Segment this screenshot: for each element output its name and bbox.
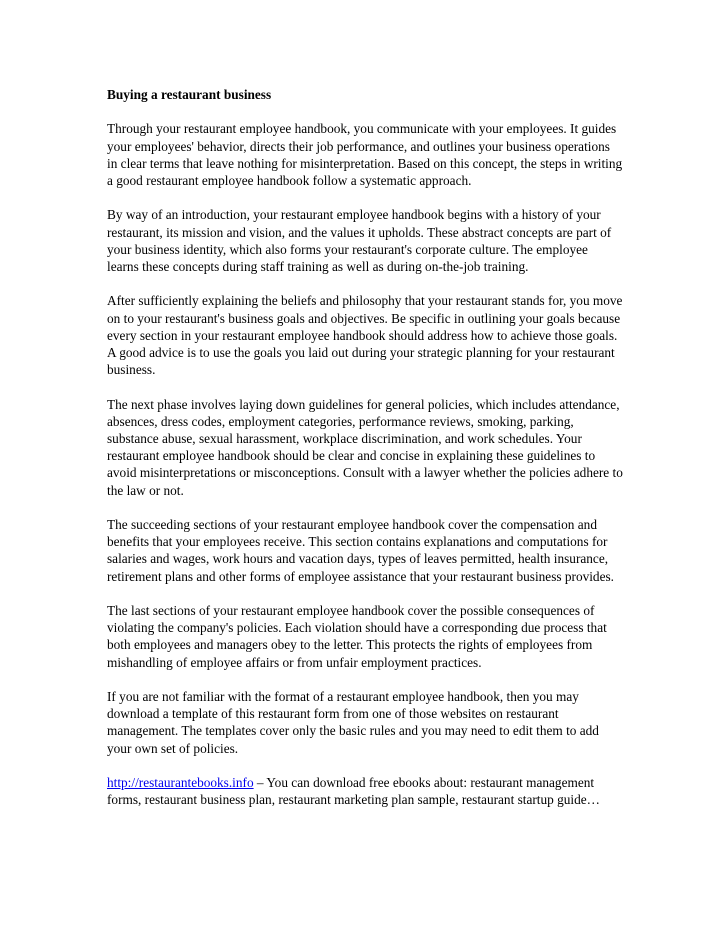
paragraph-compensation: The succeeding sections of your restaurant employee handbook cover the compensation and benefits that your employees receive. This section contains explanations and computations for salaries and wages, work hours and vacation days, types of leaves permitted, health insurance, retirement plans and other forms of employee assistance that your restaurant business provides. [107,517,614,584]
paragraph-templates: If you are not familiar with the format of a restaurant employee handbook, then you may download a template of this restaurant form from one of those websites on restaurant management. The templates cover only the basic rules and you may need to edit them to add your own set of policies. [107,689,599,756]
document-page [107,86,623,826]
paragraph-handbook-intro: Through your restaurant employee handbook, you communicate with your employees. It guides your employees' behavior, directs their job performance, and outlines your business operations in clear terms that leave nothing for misinterpretation. Based on this concept, the steps in writing a good restaurant employee handbook follow a systematic approach. [107,121,623,188]
footer-paragraph [107,774,623,808]
footer-text: – You can download free ebooks about: restaurant management forms, restaurant business plan, restaurant marketing plan sample, restaurant startup guide… [107,775,600,808]
paragraph-policies: The next phase involves laying down guidelines for general policies, which includes attendance, absences, dress codes, employment categories, performance reviews, smoking, parking, substance abuse, sexual harassment, workplace discrimination, and work schedules. Your restaurant employee handbook should be clear and concise in explaining these guidelines to avoid misinterpretations or misconceptions. Consult with a lawyer whether the policies adhere to the law or not. [107,396,623,498]
paragraph-consequences: The last sections of your restaurant employee handbook cover the possible consequences of violating the company's policies. Each violation should have a corresponding due process that both employees and managers obey to the letter. This protects the rights of employees from mishandling of employee affairs or from unfair employment practices. [107,603,607,670]
paragraph-goals: After sufficiently explaining the beliefs and philosophy that your restaurant stands for, you move on to your restaurant's business goals and objectives. Be specific in outlining your goals because every section in your restaurant employee handbook should address how to achieve those goals. A good advice is to use the goals you laid out during your strategic planning for your restaurant business. [107,293,623,378]
document-title: Buying a restaurant business [107,87,272,102]
ebooks-link[interactable]: http://restaurantebooks.info [107,775,254,790]
paragraph-history: By way of an introduction, your restaurant employee handbook begins with a history of your restaurant, its mission and vision, and the values it upholds. These abstract concepts are part of your business identity, which also forms your restaurant's corporate culture. The employee learns these concepts during staff training as well as during on-the-job training. [107,207,612,274]
